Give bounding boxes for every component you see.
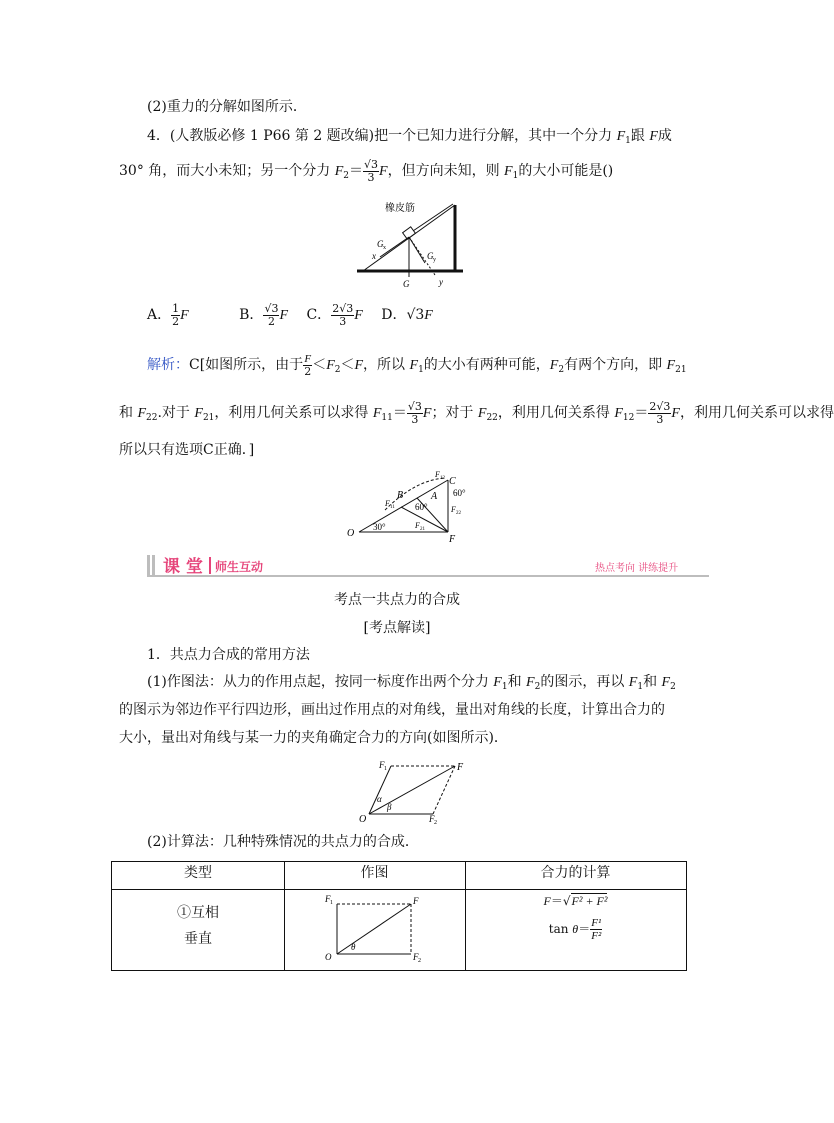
svg-text:60°: 60° [453,488,466,498]
incline-figure [355,195,470,290]
svg-text:2: 2 [418,958,421,964]
svg-text:O: O [359,814,367,825]
svg-text:β: β [387,802,392,812]
svg-text:1: 1 [330,900,333,906]
svg-text:A: A [431,491,438,502]
svg-text:O: O [325,952,332,962]
svg-text:G: G [403,279,410,289]
option-d[interactable]: D．√3F [381,307,433,323]
svg-text:F: F [415,521,420,530]
svg-text:F: F [385,499,390,508]
table-header-figure: 作图 [284,862,465,890]
table-header-calc: 合力的计算 [465,862,686,890]
question-4-line1: 4．(人教版必修 1 P66 第 2 题改编)把一个已知力进行分解，其中一个分力 $F_1$跟 F成 [147,128,672,146]
svg-text:α: α [377,794,382,804]
graph-method-line1: (1)作图法：从力的作用点起，按同一标度作出两个分力 $F_1$和 $F_2$的图示，再以 $F_1$和 $F_2$ [147,674,676,692]
option-c[interactable]: C． $\frac{2√3}{3}$ F [306,301,363,328]
svg-text:F: F [413,896,419,906]
analysis-line3: 所以只有选项C正确．] [119,442,255,458]
svg-text:θ: θ [351,942,356,952]
svg-text:C: C [449,476,456,487]
svg-text:F: F [451,505,456,514]
svg-text:热点考向 讲练提升: 热点考向 讲练提升 [595,563,679,574]
svg-text:F: F [413,952,419,962]
para-gravity: (2)重力的分解如图所示． [147,99,307,115]
svg-text:G: G [427,251,434,261]
svg-text:F: F [449,534,456,545]
analysis-line1: 解析：C[如图所示，由于 $\frac{F}{2}$ $<F_2<F$，所以 $F_1$的大小有两种可能，$F_2$有两个方向，即 $F_{21}$ [147,352,687,378]
svg-text:B: B [397,490,404,501]
parallelogram-figure [355,756,470,824]
svg-text:F: F [379,760,385,770]
svg-text:22: 22 [456,511,461,516]
section-title: 考点一共点力的合成 [334,592,460,608]
svg-text:师生互动: 师生互动 [215,560,264,574]
calc-method-line: (2)计算法：几种特殊情况的共点力的合成． [147,834,419,850]
decomposition-figure [345,466,480,544]
rubber-band-label: 橡皮筋 [385,203,415,214]
analysis-line2: 和 $F_{22}$.对于 $F_{21}$，利用几何关系可以求得 $F_{11}=$ $\frac{√3}{3}$ F；对于 $F_{22}$，利用几何关系得 $F_{12}=$ $\frac{2√3}{3}$ F，利用几何关系可以求得 [119,399,834,426]
section-banner [147,553,709,579]
svg-text:F: F [429,814,435,824]
svg-text:G: G [377,239,384,249]
graph-method-line3: 大小，量出对角线与某一力的夹角确定合力的方向(如图所示)． [119,730,508,746]
svg-text:F: F [325,894,331,904]
table-header-type: 类型 [112,862,284,890]
svg-text:11: 11 [390,505,395,510]
table-cell-type: ①互相 垂直 [177,905,219,947]
section-subtitle: [考点解读] [363,620,431,636]
svg-text:2: 2 [434,820,437,826]
option-b[interactable]: B． $\frac{√3}{2}$ F [239,301,289,328]
method-heading: 1．共点力合成的常用方法 [147,647,310,663]
svg-text:课 堂: 课 堂 [163,557,203,577]
svg-text:x: x [383,245,386,251]
option-a[interactable]: A． $\frac{1}{2}$ F [147,301,189,328]
table-cell-calc: F＝√F² + F² tan θ＝ $\frac{\text{F¹}}{\text{F²}}$ [543,894,608,942]
options-row [147,300,433,331]
svg-text:x: x [372,251,376,261]
svg-text:F: F [457,762,464,773]
svg-text:1: 1 [384,766,387,772]
svg-text:y: y [439,277,443,287]
svg-text:O: O [347,528,355,539]
svg-text:12: 12 [440,476,445,481]
svg-text:F: F [435,470,440,479]
graph-method-line2: 的图示为邻边作平行四边形，画出过作用点的对角线，量出对角线的长度，计算出合力的 [119,702,665,718]
table-cell-figure [317,890,437,966]
svg-text:60°: 60° [415,502,428,512]
svg-text:21: 21 [420,527,425,532]
svg-text:30°: 30° [373,522,386,532]
resultant-table [111,861,687,971]
question-4-line2: 30° 角，而大小未知；另一个分力 $F_2=$ $\frac{√3}{3}$ F，但方向未知，则 $F_1$的大小可能是() [119,157,614,184]
svg-text:y: y [433,257,436,263]
